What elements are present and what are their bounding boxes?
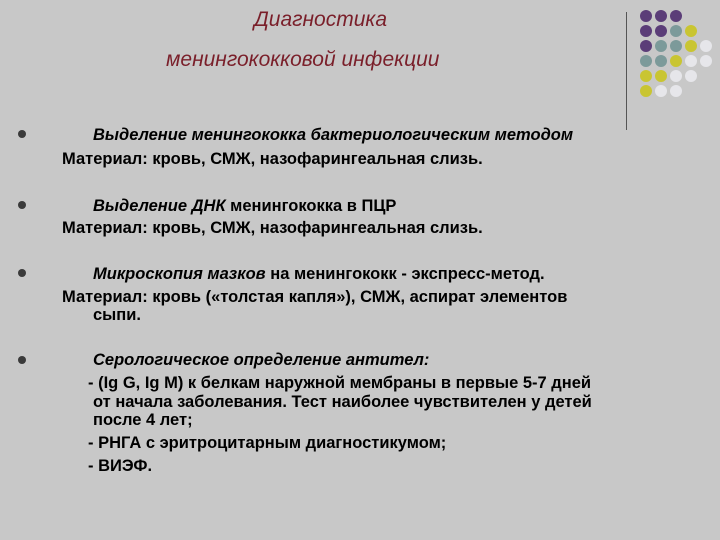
decor-dot — [655, 85, 667, 97]
decor-dot — [685, 55, 697, 67]
item-2-heading-italic: Выделение ДНК — [93, 197, 226, 215]
item-3-heading — [93, 264, 545, 284]
decorative-dot-grid — [640, 10, 720, 110]
decor-dot — [685, 40, 697, 52]
item-4-line-5: - ВИЭФ. — [88, 457, 153, 475]
item-3-heading-italic: Микроскопия мазков — [93, 265, 266, 283]
decor-dot — [670, 70, 682, 82]
item-4-heading: Серологическое определение антител: — [93, 351, 430, 369]
bullet-1 — [18, 130, 26, 138]
decor-dot — [655, 70, 667, 82]
item-4-line-3: после 4 лет; — [93, 411, 193, 429]
decor-dot — [655, 40, 667, 52]
item-3-material-cont: сыпи. — [93, 306, 141, 324]
item-4-line-1: - (Ig G, Ig M) к белкам наружной мембраны в первые 5-7 дней — [88, 374, 592, 392]
item-4-line-2: от начала заболевания. Тест наиболее чувствителен у детей — [93, 393, 592, 411]
decor-dot — [655, 10, 667, 22]
item-2-heading-rest: менингококка в ПЦР — [225, 197, 397, 215]
item-2-material: Материал: кровь, СМЖ, назофарингеальная слизь. — [62, 219, 483, 237]
decor-dot — [655, 25, 667, 37]
decor-dot — [640, 25, 652, 37]
decor-dot — [700, 40, 712, 52]
bullet-3 — [18, 269, 26, 277]
decor-dot — [640, 40, 652, 52]
decor-dot — [670, 25, 682, 37]
vertical-divider — [626, 12, 627, 130]
decor-dot — [670, 85, 682, 97]
item-1-heading: Выделение менингококка бактериологическим методом — [93, 126, 574, 144]
decor-dot — [640, 70, 652, 82]
decor-dot — [685, 25, 697, 37]
decor-dot — [670, 55, 682, 67]
title-line-2: менингококковой инфекции — [166, 48, 440, 71]
decor-dot — [655, 55, 667, 67]
item-3-heading-rest: на менингококк - экспресс-метод. — [265, 265, 545, 283]
decor-dot — [670, 10, 682, 22]
decor-dot — [640, 10, 652, 22]
decor-dot — [640, 85, 652, 97]
item-3-material: Материал: кровь («толстая капля»), СМЖ, аспират элементов — [62, 288, 568, 306]
decor-dot — [700, 55, 712, 67]
item-1-material: Материал: кровь, СМЖ, назофарингеальная слизь. — [62, 150, 483, 168]
decor-dot — [670, 40, 682, 52]
item-4-line-4: - РНГА с эритроцитарным диагностикумом; — [88, 434, 447, 452]
bullet-2 — [18, 201, 26, 209]
bullet-4 — [18, 356, 26, 364]
decor-dot — [640, 55, 652, 67]
decor-dot — [685, 70, 697, 82]
title-line-1: Диагностика — [254, 8, 388, 31]
item-2-heading — [93, 196, 396, 216]
